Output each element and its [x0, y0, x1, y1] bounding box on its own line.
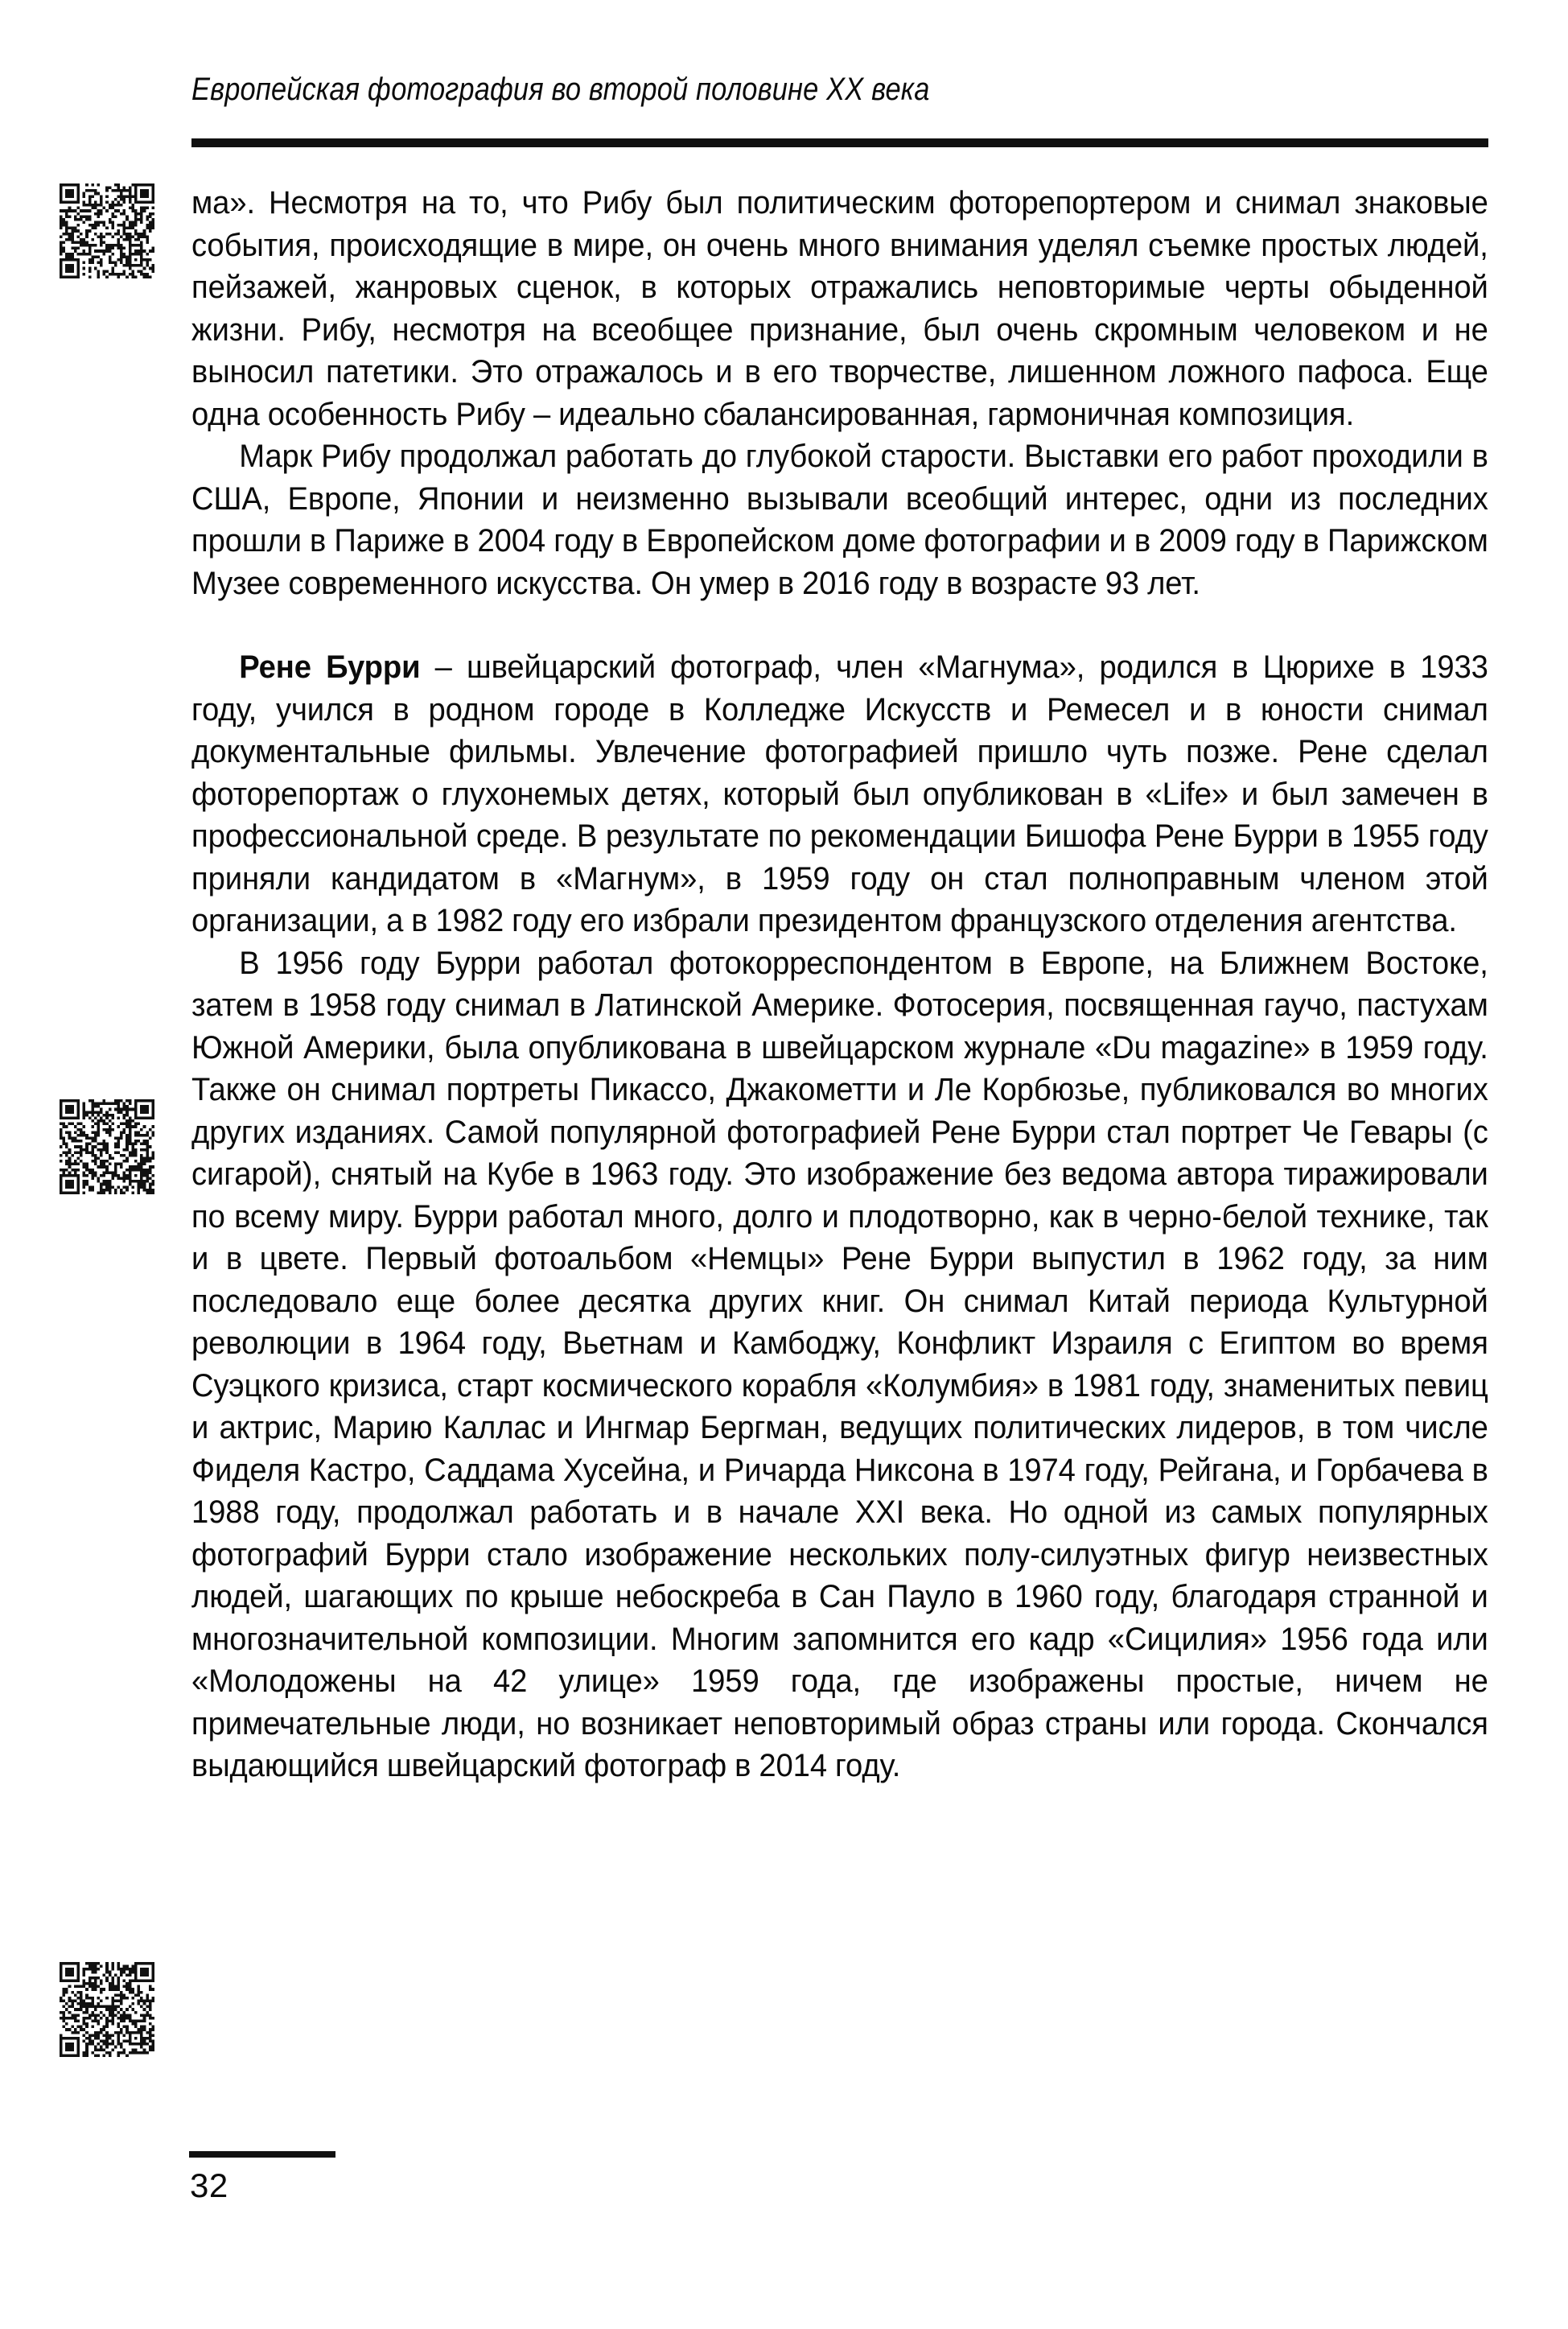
header-rule [191, 138, 1488, 147]
para-burri-intro [191, 646, 1488, 942]
para-burri-intro-lead: Рене Бурри [239, 649, 421, 685]
para-ribu-continued-text: ма». Несмотря на то, что Рибу был политическим фоторепортером и снимал знаковые события, происходящие в мире, он очень много внимания уделял съемке простых людей, пейзажей, жанровых сценок, в которых отражались неповторимые черты обыденной жизни. Рибу, несмотря на всеобщее признание, был очень скромным человеком и не выносил патетики. Это отражалось и в его творчестве, лишенном ложного пафоса. Еще одна особенность Рибу – идеально сбалансированная, гармоничная композиция. [191, 185, 1488, 432]
text-column [191, 182, 1488, 1787]
qr-code-icon [60, 1099, 154, 1194]
qr-code-icon [60, 183, 154, 278]
para-ribu-continued [191, 182, 1488, 435]
running-head [191, 71, 1488, 108]
paragraph-spacer [191, 604, 1488, 646]
para-burri-career-text: В 1956 году Бурри работал фотокорреспондентом в Европе, на Ближнем Востоке, затем в 1958 году снимал в Латинской Америке. Фотосерия, посвященная гаучо, пастухам Южной Америки, была опубликована в швейцарском журнале «Du magazine» в 1959 году. Также он снимал портреты Пикассо, Джакометти и Ле Корбюзье, публиковался во многих других изданиях. Самой популярной фотографией Рене Бурри стал портрет Че Гевары (с сигарой), снятый на Кубе в 1963 году. Это изображение без ведома автора тиражировали по всему миру. Бурри работал много, долго и плодотворно, как в черно-белой технике, так и в цвете. Первый фотоальбом «Немцы» Рене Бурри выпустил в 1962 году, за ним последовало еще более десятка других книг. Он снимал Китай периода Культурной революции в 1964 году, Вьетнам и Камбоджу, Конфликт Израиля с Египтом во время Суэцкого кризиса, старт космического корабля «Колумбия» в 1981 году, знаменитых певиц и актрис, Марию Каллас и Ингмар Бергман, ведущих политических лидеров, в том числе Фиделя Кастро, Саддама Хусейна, и Ричарда Никсона в 1974 году, Рейгана, и Горбачева в 1988 году, продолжал работать и в начале XXI века. Но одной из самых популярных фотографий Бурри стало изображение нескольких полу-силуэтных фигур неизвестных людей, шагающих по крыше небоскреба в Сан Пауло в 1960 году, благодаря странной и многозначительной композиции. Многим запомнится его кадр «Сицилия» 1956 года или «Молодожены на 42 улице» 1959 года, где изображены простые, ничем не примечательные люди, но возникает неповторимый образ страны или города. Скончался выдающийся швейцарский фотограф в 2014 году. [191, 945, 1488, 1783]
page-number: 32 [190, 2166, 228, 2204]
para-burri-career [191, 942, 1488, 1787]
qr-code-icon [60, 1962, 154, 2057]
para-ribu-exhibitions [191, 435, 1488, 604]
footer-rule [189, 2151, 335, 2158]
para-ribu-exhibitions-text: Марк Рибу продолжал работать до глубокой старости. Выставки его работ проходили в США, Европе, Японии и неизменно вызывали всеобщий интерес, одни из последних прошли в Париже в 2004 году в Европейском доме фотографии и в 2009 году в Парижском Музее современного искусства. Он умер в 2016 году в возрасте 93 лет. [191, 439, 1488, 601]
running-head-text: Европейская фотография во второй половине ХХ века [191, 72, 930, 107]
para-burri-intro-text: – швейцарский фотограф, член «Магнума», родился в Цюрихе в 1933 году, учился в родном городе в Колледже Искусств и Ремесел и в юности снимал документальные фильмы. Увлечение фотографией пришло чуть позже. Рене сделал фоторепортаж о глухонемых детях, который был опубликован в «Life» и был замечен в профессиональной среде. В результате по рекомендации Бишофа Рене Бурри в 1955 году приняли кандидатом в «Магнум», в 1959 году он стал полноправным членом этой организации, а в 1982 году его избрали президентом французского отделения агентства. [191, 649, 1488, 938]
